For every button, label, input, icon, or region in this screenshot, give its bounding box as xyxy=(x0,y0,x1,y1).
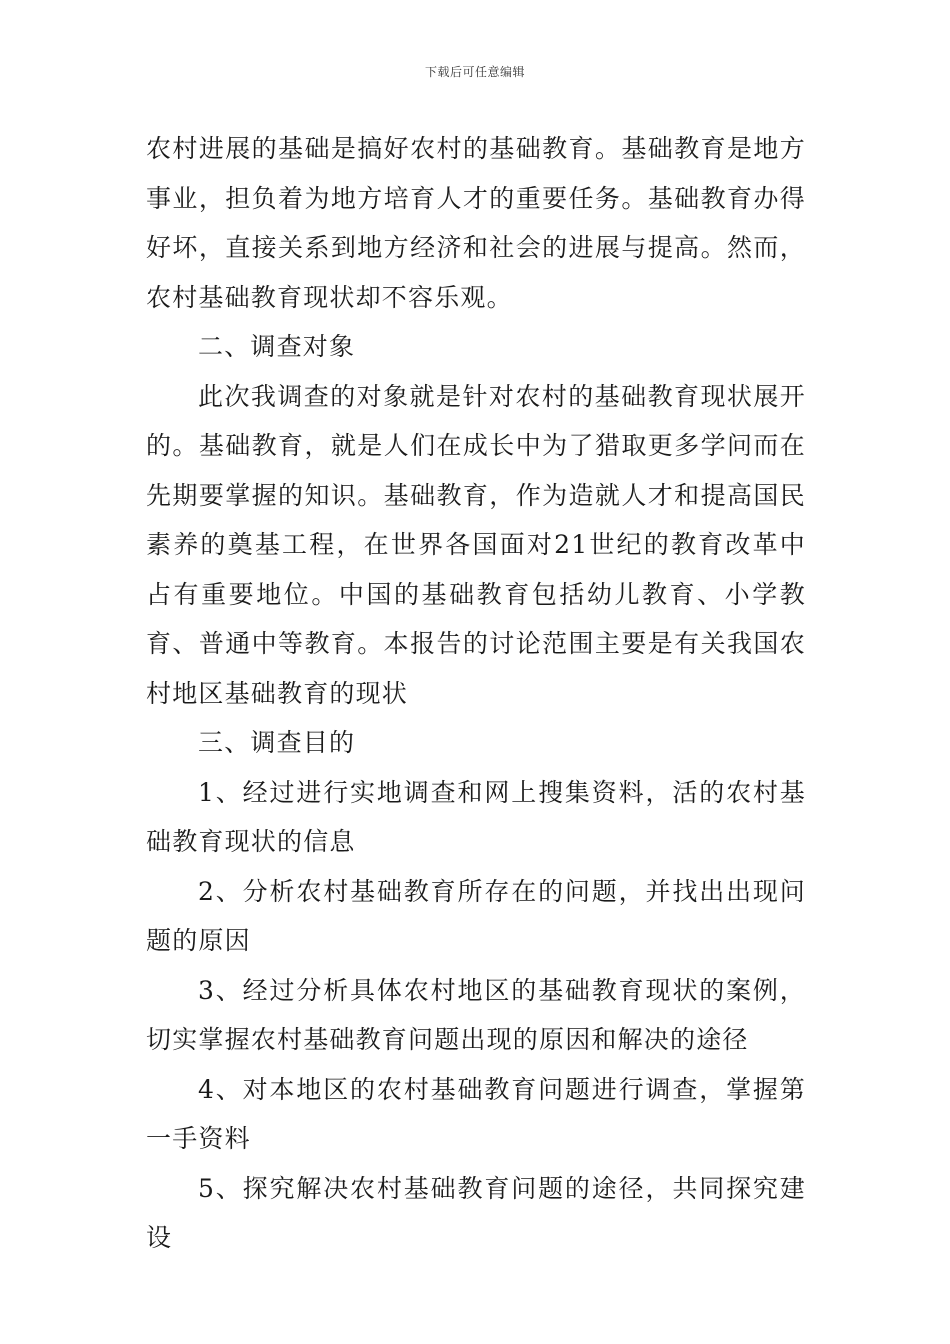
section-heading-survey-purpose: 三、调查目的 xyxy=(198,728,356,757)
paragraph-survey-subject: 此次我调查的对象就是针对农村的基础教育现状展开的。基础教育，就是人们在成长中为了猎取更多学问而在先期要掌握的知识。基础教育，作为造就人才和提高国民素养的奠基工程，在世界各国面对21世纪的教育改革中占有重要地位。中国的基础教育包括幼儿教育、小学教育、普通中等教育。本报告的讨论范围主要是有关我国农村地区基础教育的现状 xyxy=(146,381,806,708)
purpose-item-3: 3、经过分析具体农村地区的基础教育现状的案例，切实掌握农村基础教育问题出现的原因和解决的途径 xyxy=(146,975,806,1054)
section-heading-survey-subject: 二、调查对象 xyxy=(198,332,356,361)
document-body xyxy=(146,124,806,1263)
purpose-item-4: 4、对本地区的农村基础教育问题进行调查，掌握第一手资料 xyxy=(146,1074,806,1153)
paragraph-intro: 农村进展的基础是搞好农村的基础教育。基础教育是地方事业，担负着为地方培育人才的重要任务。基础教育办得好坏，直接关系到地方经济和社会的进展与提高。然而，农村基础教育现状却不容乐观。 xyxy=(146,134,806,312)
purpose-item-5: 5、探究解决农村基础教育问题的途径，共同探究建设 xyxy=(146,1173,806,1252)
page-header: 下载后可任意编辑 xyxy=(424,65,525,79)
purpose-item-1: 1、经过进行实地调查和网上搜集资料，活的农村基础教育现状的信息 xyxy=(146,777,806,856)
purpose-item-2: 2、分析农村基础教育所存在的问题，并找出出现问题的原因 xyxy=(146,876,806,955)
